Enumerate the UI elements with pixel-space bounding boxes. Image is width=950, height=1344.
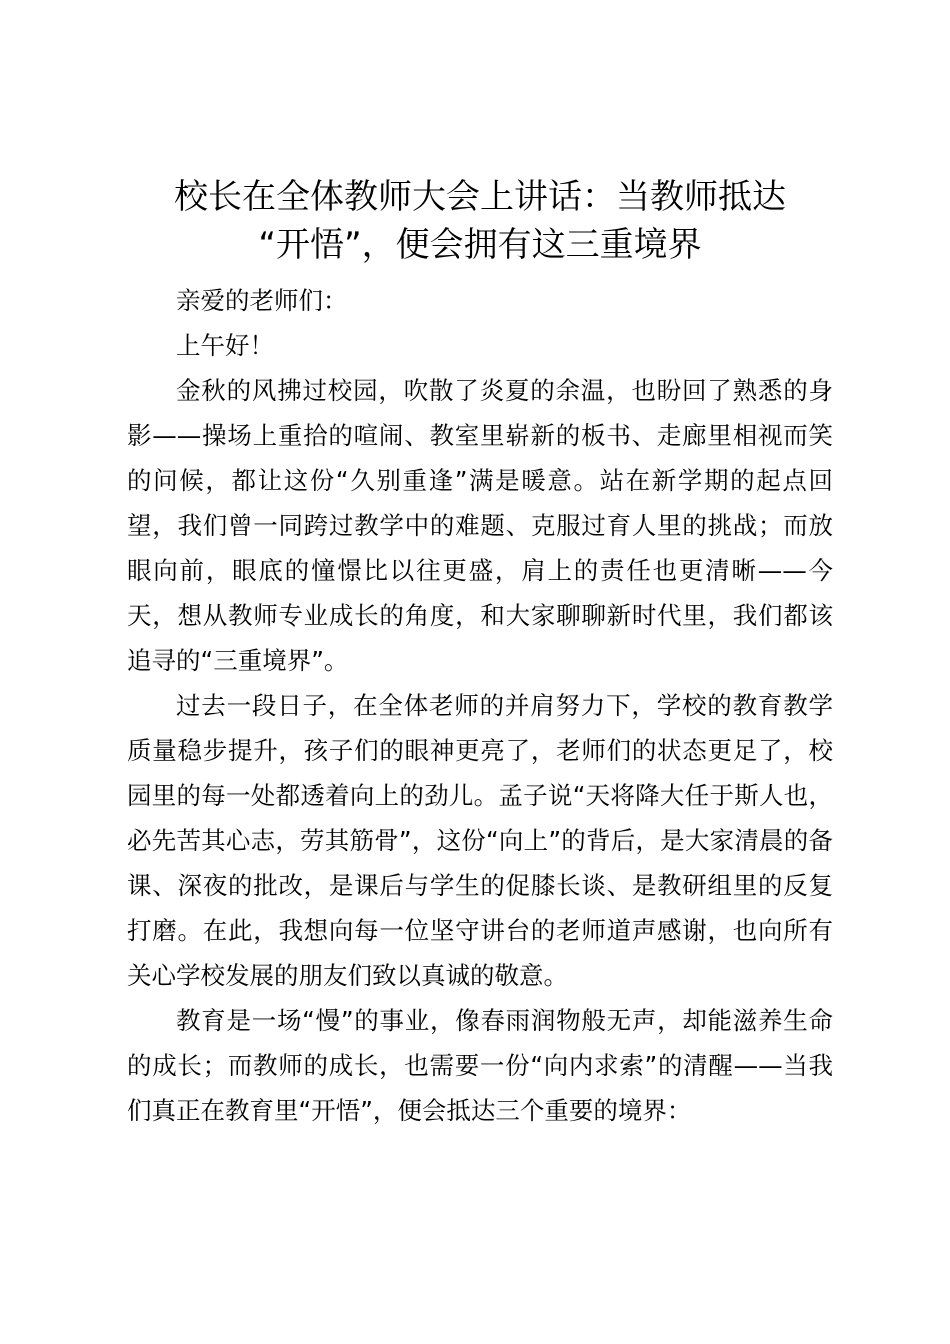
body-paragraph: 教育是一场“慢”的事业，像春雨润物般无声，却能滋养生命的成长；而教师的成长，也需要一份“向内求索”的清醒——当我们真正在教育里“开悟”，便会抵达三个重要的境界：	[127, 1006, 833, 1125]
body-paragraph: 金秋的风拂过校园，吹散了炎夏的余温，也盼回了熟悉的身影——操场上重拾的喧闹、教室里崭新的板书、走廊里相视而笑的问候，都让这份“久别重逢”满是暖意。站在新学期的起点回望，我们曾一同跨过教学中的难题、克服过育人里的挑战；而放眼向前，眼底的憧憬比以往更盛，肩上的责任也更清晰——今天，想从教师专业成长的角度，和大家聊聊新时代里，我们都该追寻的“三重境界”。	[127, 376, 833, 675]
document-title-line-2: “开悟”，便会拥有这三重境界	[258, 225, 702, 265]
body-paragraph: 过去一段日子，在全体老师的并肩努力下，学校的教育教学质量稳步提升，孩子们的眼神更亮了，老师们的状态更足了，校园里的每一处都透着向上的劲儿。孟子说“天将降大任于斯人也，必先苦其心志，劳其筋骨”，这份“向上”的背后，是大家清晨的备课、深夜的批改，是课后与学生的促膝长谈、是教研组里的反复打磨。在此，我想向每一位坚守讲台的老师道声感谢，也向所有关心学校发展的朋友们致以真诚的敬意。	[127, 691, 833, 990]
greeting-paragraph: 上午好！	[176, 331, 274, 360]
document-title-line-1: 校长在全体教师大会上讲话：当教师抵达	[174, 177, 786, 217]
document-body	[127, 278, 833, 1133]
salutation-paragraph: 亲爱的老师们：	[176, 286, 348, 315]
